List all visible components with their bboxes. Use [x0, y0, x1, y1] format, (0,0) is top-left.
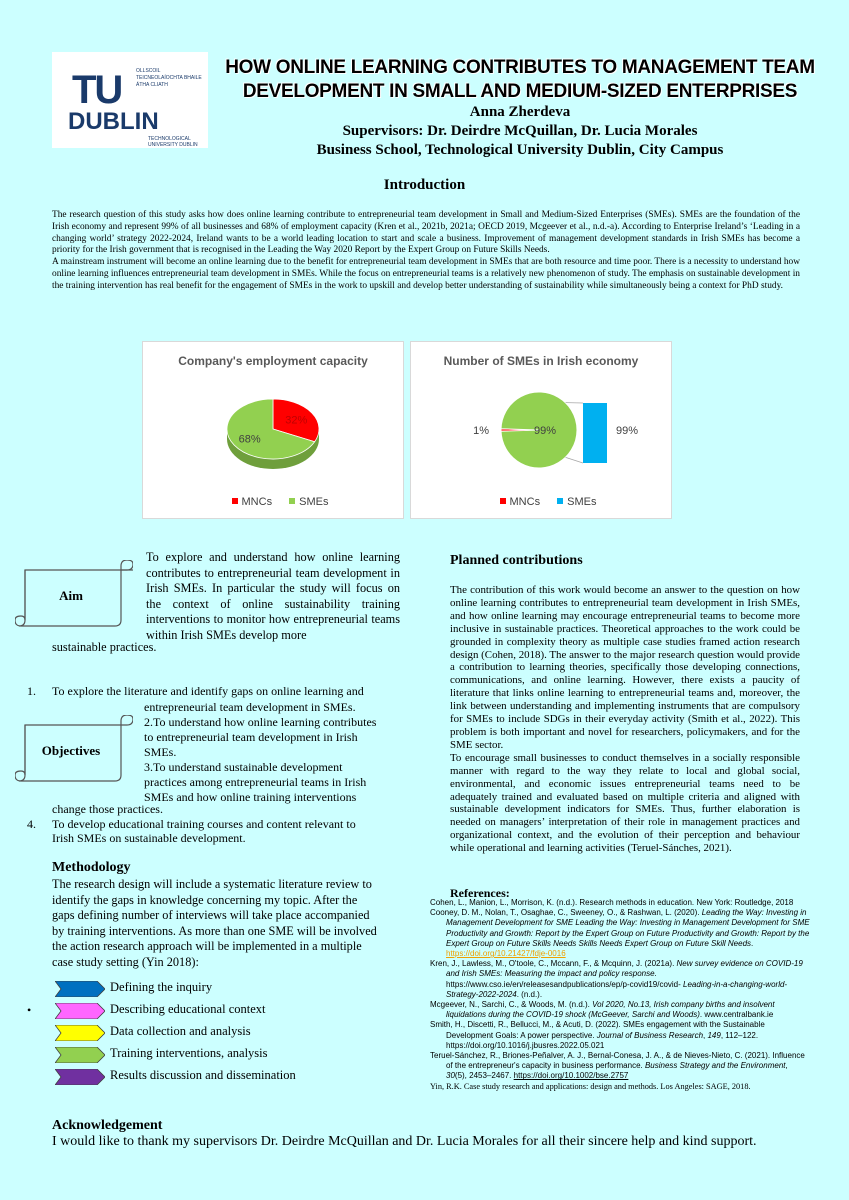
reference-title: Leading the Way: Investing in Management Development for SME Leading the Way: Investing in Management Development for SME Productivity and Growth: Report by the Expert Group on Future Productivity and Growth: Report by the Expert Group on Future Skills Needs Skills Needs Expert Group on Future Skill Needs: [446, 908, 810, 948]
smes-number-chart: [410, 341, 672, 519]
objective-3-line-1: 3.To understand sustainable development: [144, 760, 343, 774]
reference-item: Cooney, D. M., Nolan, T., Osaghae, C., Sweeney, O., & Rashwan, L. (2020). Leading the Way: Investing in Management Development for SME Leading the Way: Investing in Management Development for SME Productivity and Growth: Report by the Expert Group on Future Productivity and Growth: Report by the Expert Group on Future Skills Needs Skills Needs Expert Group on Future Skill Needs. https://doi.org/10.21427/fdje-0016: [430, 908, 810, 959]
references-heading: References:: [450, 886, 510, 900]
legend-swatch-mncs: [232, 498, 238, 504]
objective-2-line-1: 2.To understand how online learning contributes: [144, 715, 377, 729]
reference-authors: Smith, H., Discetti, R., Bellucci, M., & Acuti, D. (2022). SMEs engagement with the Sustainable Development Goals: A power perspective.: [430, 1020, 765, 1040]
chart-title: Company's employment capacity: [178, 354, 368, 368]
objective-2-line-2: to entrepreneurial team development in Irish: [144, 730, 358, 744]
reference-title: New survey evidence on COVID-19 and Irish SMEs: Measuring the impact and policy response: [446, 959, 803, 979]
chart-legend: [411, 496, 671, 508]
aim-text: To explore and understand how online learning contributes to entrepreneurial team development in Irish SMEs. In particular the study will focus on the context of online sustainability training interventions to monitor how entrepreneurial teams within Irish SMEs develop more: [146, 550, 400, 642]
reference-item: [430, 959, 810, 1000]
reference-authors: Teruel-Sánchez, R., Briones-Peñalver, A. J., Bernal-Conesa, J. A., & de Nieves-Nieto, C. (2021). Influence of the entrepreneur's capacity in business performance.: [430, 1051, 805, 1071]
legend-swatch-mncs: [500, 498, 506, 504]
intro-heading: Introduction: [383, 177, 466, 193]
legend-smes: SMEs: [299, 496, 329, 508]
school: Business School, Technological University Dublin, City Campus: [316, 142, 724, 158]
objective-1-line-2: entrepreneurial team development in SMEs.: [144, 700, 356, 714]
objective-4-line-1: To develop educational training courses and content relevant to: [52, 817, 356, 831]
reference-item: [430, 1051, 810, 1082]
pie-data-label: 99%: [616, 425, 639, 437]
objective-3-line-4: change those practices.: [52, 802, 163, 816]
connector-line: [566, 457, 583, 463]
legend-mncs: MNCs: [241, 496, 273, 508]
reference-authors: Cooney, D. M., Nolan, T., Osaghae, C., Sweeney, O., & Rashwan, L. (2020).: [430, 908, 702, 918]
chevron-arrow-icon: [55, 1003, 105, 1019]
reference-link[interactable]: https://doi.org/10.1002/bse.2757: [513, 1071, 629, 1081]
reference-title: Vol 2020, No.13, Irish company births and insolvent liquidations during the COVID-19 shock (McGeever, Sarchi and Woods): [446, 1000, 775, 1020]
methodology-step: Results discussion and dissemination: [110, 1068, 296, 1082]
chart-title: Number of SMEs in Irish economy: [443, 354, 639, 368]
reference-url: . www.centralbank.ie: [699, 1010, 774, 1020]
tu-dublin-logo: [52, 52, 208, 148]
reference-item: Yin, R.K. Case study research and applications: design and methods. Los Angeles: SAGE, 2018.: [430, 1081, 751, 1091]
objective-3-line-3: SMEs and how online training interventions: [144, 790, 357, 804]
methodology-bullet: •: [27, 1003, 32, 1017]
reference-volume: 149: [707, 1030, 721, 1040]
reference-volume: 30: [446, 1071, 455, 1081]
smes-bar: [583, 403, 607, 463]
objective-1-line-1: To explore the literature and identify gaps on online learning and: [52, 684, 364, 698]
intro-paragraph-1: The research question of this study asks how does online learning contribute to entrepreneurial team development in Small and Medium-Sized Enterprises (SMEs). SMEs are the foundation of the Irish economy and represent 99% of all businesses and 68% of employment capacity (Kren et al., 2021b, 2021a; OECD 2019, Mcgeever et al., n.d.-a). According to Enterprise Ireland’s ‘Leading in a changing world’ strategy 2022-2024, Ireland wants to be a world leading location to start and scale a business. Improvement of management development standards in Irish SMEs has become a priority for the Irish government that is recognised in the Leading the Way 2020 Report by the Expert Group on Future Skills Needs.: [52, 210, 800, 256]
logo-tu: TU: [72, 68, 122, 112]
reference-sep: ,: [703, 1030, 708, 1040]
methodology-step: Data collection and analysis: [110, 1024, 251, 1038]
logo-english-name: TECHNOLOGICAL UNIVERSITY DUBLIN: [148, 136, 198, 148]
acknowledgement-heading: Acknowledgement: [52, 1118, 163, 1133]
reference-link[interactable]: https://doi.org/10.21427/fdje-0016: [446, 949, 566, 959]
chevron-arrow-icon: [55, 1047, 105, 1063]
logo-irish-name: OLLSCOIL TEICNEOLAÍOCHTA BHAILE ÁTHA CLIATH: [136, 68, 202, 88]
objective-number-1: 1.: [27, 684, 36, 698]
reference-title: Leading-in-a-changing-world-Strategy-2022-2024: [446, 979, 788, 999]
reference-item: [430, 1020, 810, 1051]
pie-data-label: 99%: [533, 425, 557, 437]
references-list: [430, 898, 810, 1092]
reference-authors: Kren, J., Lawless, M., O'toole, C., Mccann, F., & Mcquinn, J. (2021a).: [430, 959, 677, 969]
author: Anna Zherdeva: [469, 104, 571, 120]
planned-paragraph-2: To encourage small businesses to conduct themselves in a socially responsible manner with regard to the way they relate to local and global social, environmental, and economic issues entrepreneurial teams need to be adequately trained and evaluated based on multiple criteria and aligned with sustainable development indicators for SMEs. Thus, further elaboration is needed on managers’ interpretation of their role in management practices and organizational context, and the evolution of their perception and behaviour while operational and learning activities (Teruel-Sánches, 2021).: [450, 751, 800, 855]
aim-label: Aim: [59, 588, 83, 603]
legend-swatch-smes: [289, 498, 295, 504]
intro-text: [52, 210, 800, 293]
reference-url: . https://www.cso.ie/en/releasesandpublications/ep/p-covid19/covid-: [446, 969, 681, 989]
chevron-arrow-icon: [55, 1069, 105, 1085]
reference-item: Cohen, L., Manion, L., Morrison, K. (n.d.). Research methods in education. New York: Routledge, 2018: [430, 898, 794, 907]
pie-data-label: 68%: [238, 433, 261, 446]
supervisors: Supervisors: Dr. Deirdre McQuillan, Dr. Lucia Morales: [342, 123, 698, 139]
chart-legend: [143, 496, 403, 508]
legend-mncs: MNCs: [509, 496, 541, 508]
smes-pie: [411, 342, 671, 518]
poster-title: HOW ONLINE LEARNING CONTRIBUTES TO MANAGEMENT TEAM DEVELOPMENT IN SMALL AND MEDIUM-SIZED ENTERPRISES: [225, 57, 815, 102]
objective-number-4: 4.: [27, 817, 36, 831]
methodology-step: Defining the inquiry: [110, 980, 213, 994]
employment-capacity-chart: [142, 341, 404, 519]
reference-journal: Journal of Business Research: [596, 1030, 704, 1040]
aim-banner: [15, 560, 133, 632]
planned-paragraph-1: The contribution of this work would become an answer to the question on how online learning contributes to entrepreneurial team development in Irish SMEs, and how online learning may encourage entrepreneurial teams to become more inclusive in sustainable practices. Theoretical approaches to the work could be grounded in complexity theory as multiple case studies framed action research design (Cohen, 2018). The answer to the major research question would provide a contribution to learning theories, specifically those developing connections, communications, and online learning. However, there exists a paucity of literature that links online learning to entrepreneurial teams and, moreover, the link between understanding and implementing instruments that are compulsory for SMEs to include SDGs in their everyday activity (Smith et al., 2022). This problem is both important and novel for researchers, policymakers, and for the SME sector.: [450, 584, 800, 751]
objective-3-line-2: practices among entrepreneurial teams in Irish: [144, 775, 367, 789]
methodology-step: Training interventions, analysis: [110, 1046, 268, 1060]
pie-data-label: 32%: [285, 414, 308, 427]
reference-item: [430, 1000, 810, 1020]
legend-swatch-smes: [557, 498, 563, 504]
reference-date: . (n.d.).: [516, 989, 543, 999]
reference-journal: Business Strategy and the Environment: [644, 1061, 786, 1071]
methodology-heading: Methodology: [52, 860, 131, 875]
legend-smes: SMEs: [567, 496, 597, 508]
planned-contributions-text: [450, 584, 800, 855]
logo-dublin: DUBLIN: [68, 108, 159, 135]
aim-text-continued: sustainable practices.: [52, 640, 157, 654]
acknowledgement-text: I would like to thank my supervisors Dr. Deirdre McQuillan and Dr. Lucia Morales for all their sincere help and kind support.: [52, 1134, 757, 1149]
reference-sep: ,: [785, 1061, 788, 1071]
methodology-step: Describing educational context: [110, 1002, 266, 1016]
pie-data-label: 1%: [473, 425, 489, 437]
chevron-arrow-icon: [55, 981, 105, 997]
reference-pages: (5), 2453–2467.: [454, 1071, 514, 1081]
methodology-text: The research design will include a systematic literature review to identify the gaps in knowledge concerning my topic. After the gaps defining number of interviews will take place accompanied by training interventions. As more than one SME will be involved the action research approach will be implemented in a multiple case study setting (Yin 2018):: [52, 877, 377, 969]
planned-contributions-heading: Planned contributions: [450, 553, 583, 568]
objective-2-line-3: SMEs.: [144, 745, 177, 759]
objectives-banner: [15, 715, 133, 787]
chevron-arrow-icon: [55, 1025, 105, 1041]
intro-paragraph-2: A mainstream instrument will become an online learning due to the benefit for entrepreneurial team development in SMEs that are both resource and time poor. There is a necessity to understand how online learning influences entrepreneurial team development in SMEs. While the focus on entrepreneurial teams is a relatively new phenomenon of study. The emphasis on sustainable development in the training intervention has real benefit for the engagement of SMEs in the work to upskill and develop better understanding of sustainability while simultaneously being a context for PhD study.: [52, 257, 800, 291]
employment-pie: [143, 342, 403, 518]
objective-4-line-2: Irish SMEs on sustainable development.: [52, 831, 246, 845]
reference-authors: Mcgeever, N., Sarchi, C., & Woods, M. (n.d.).: [430, 1000, 593, 1010]
reference-pages: , 112–122. https://doi.org/10.1016/j.jbusres.2022.05.021: [446, 1030, 759, 1050]
objectives-label: Objectives: [41, 743, 101, 758]
